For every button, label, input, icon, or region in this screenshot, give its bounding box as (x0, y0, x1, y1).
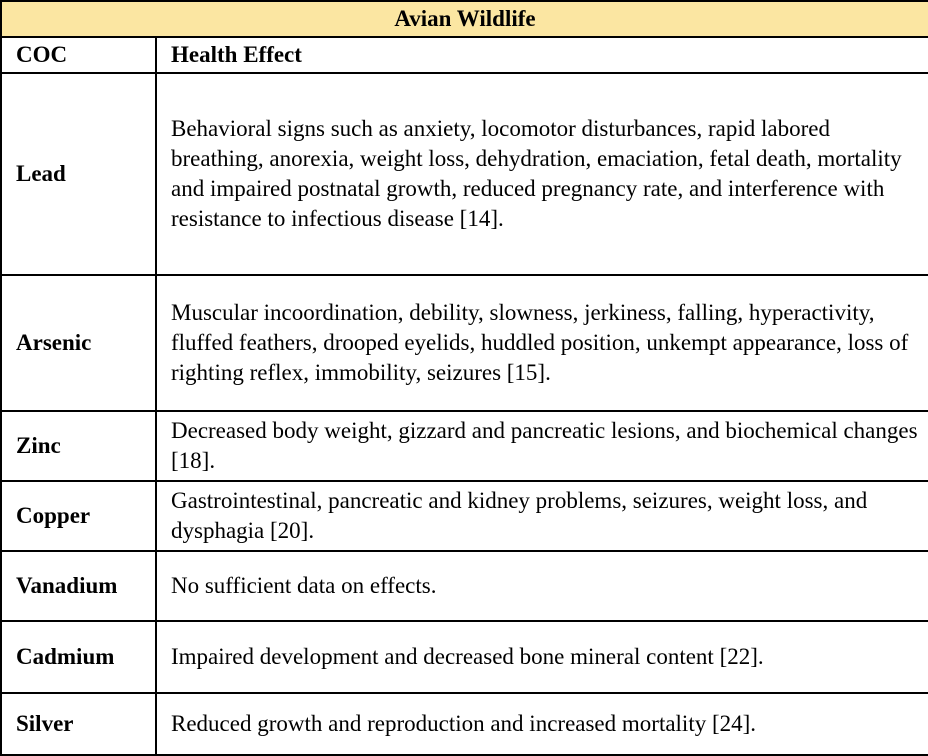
column-header-health-effect: Health Effect (156, 37, 928, 73)
table-title: Avian Wildlife (1, 1, 928, 37)
coc-cell: Copper (1, 481, 156, 551)
coc-cell: Cadmium (1, 621, 156, 693)
coc-cell: Zinc (1, 411, 156, 481)
table-row-zinc (1, 411, 928, 481)
coc-cell: Lead (1, 73, 156, 275)
title-row (1, 1, 928, 37)
table-row-lead (1, 73, 928, 275)
table-row-arsenic (1, 275, 928, 411)
header-row (1, 37, 928, 73)
effect-cell: Reduced growth and reproduction and increased mortality [24]. (156, 693, 928, 755)
table-row-silver (1, 693, 928, 755)
effect-cell: Gastrointestinal, pancreatic and kidney problems, seizures, weight loss, and dysphagia [20]. (156, 481, 928, 551)
table-row-copper (1, 481, 928, 551)
table-row-vanadium (1, 551, 928, 621)
coc-cell: Silver (1, 693, 156, 755)
column-header-coc: COC (1, 37, 156, 73)
coc-cell: Arsenic (1, 275, 156, 411)
effect-cell: Impaired development and decreased bone mineral content [22]. (156, 621, 928, 693)
coc-cell: Vanadium (1, 551, 156, 621)
effect-cell: Decreased body weight, gizzard and pancreatic lesions, and biochemical changes [18]. (156, 411, 928, 481)
table-row-cadmium (1, 621, 928, 693)
effect-cell: Behavioral signs such as anxiety, locomotor disturbances, rapid labored breathing, anorexia, weight loss, dehydration, emaciation, fetal death, mortality and impaired postnatal growth, reduced pregnancy rate, and interference with resistance to infectious disease [14]. (156, 73, 928, 275)
effect-cell: No sufficient data on effects. (156, 551, 928, 621)
effect-cell: Muscular incoordination, debility, slowness, jerkiness, falling, hyperactivity, fluffed feathers, drooped eyelids, huddled position, unkempt appearance, loss of righting reflex, immobility, seizures [15]. (156, 275, 928, 411)
